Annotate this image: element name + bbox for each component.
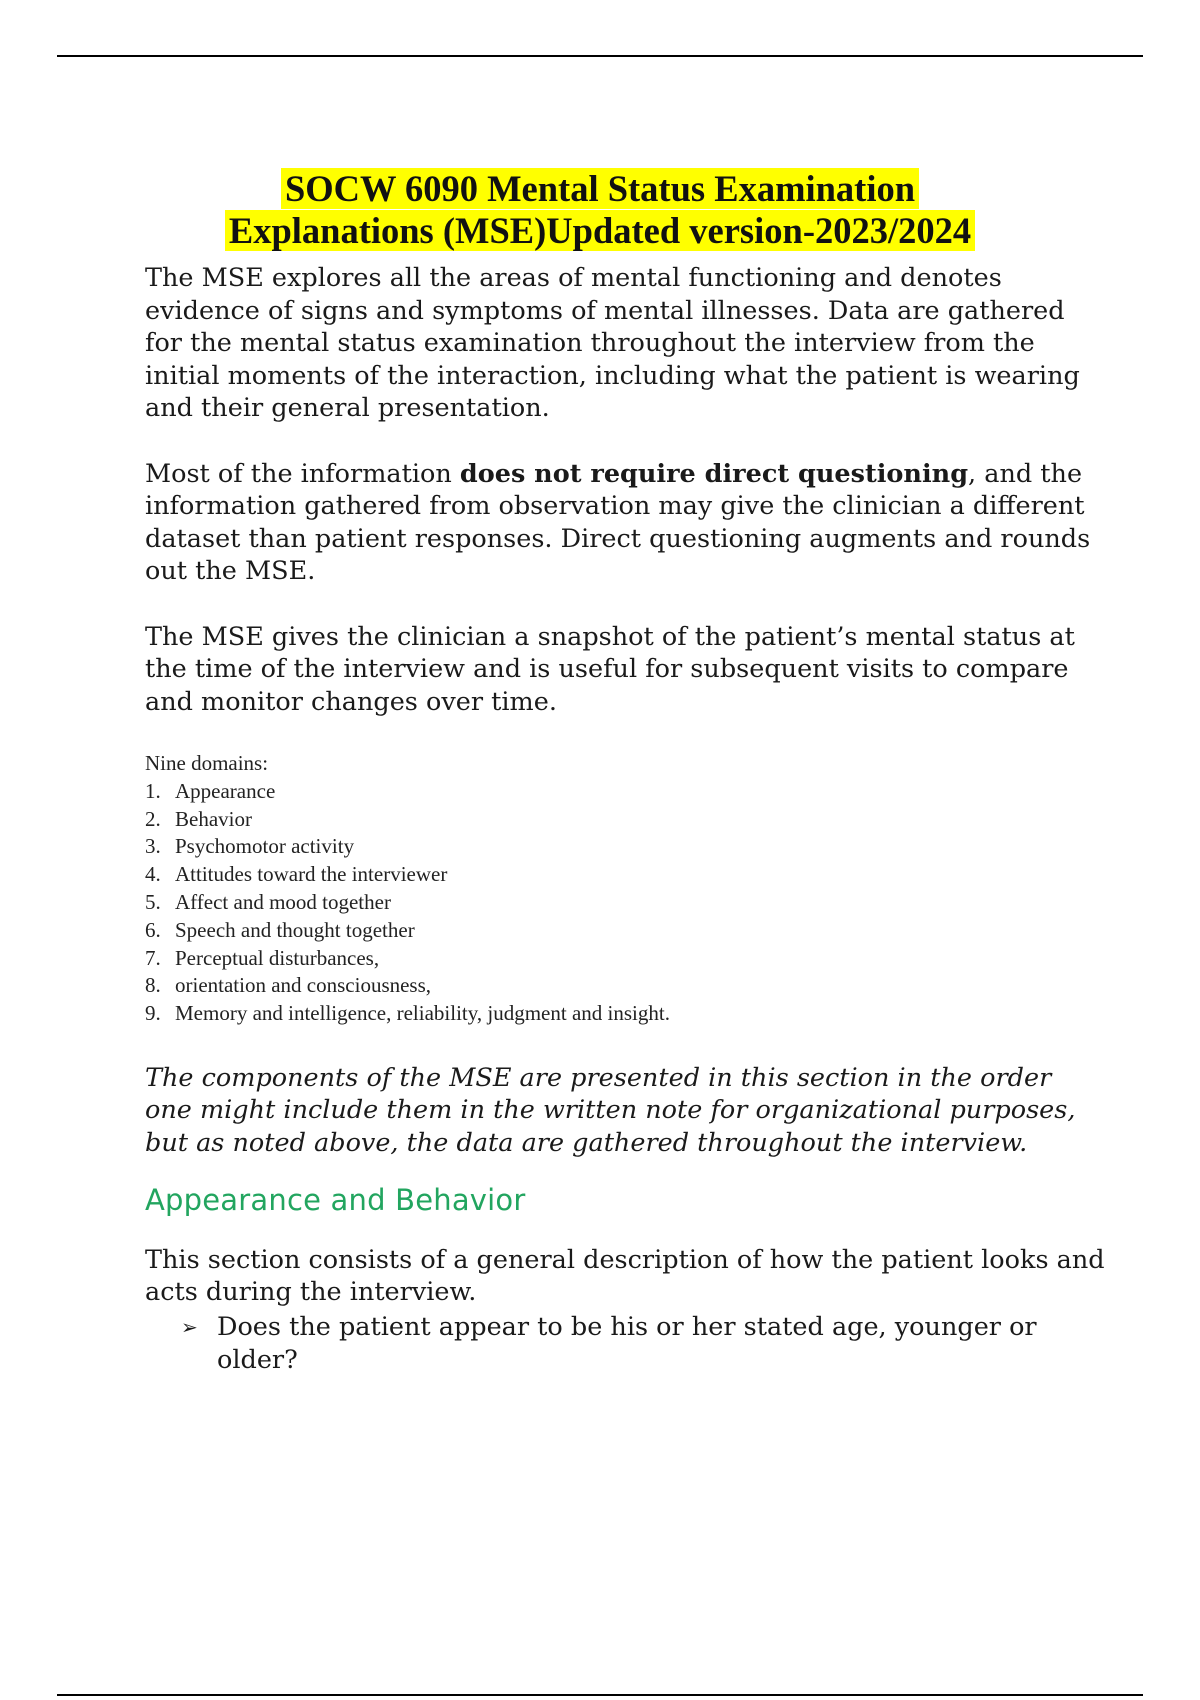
list-item-text: Perceptual disturbances, <box>175 945 380 970</box>
list-item <box>145 945 1105 973</box>
list-item <box>145 1000 1105 1028</box>
list-item <box>145 833 1105 861</box>
arrow-bullet-icon: ➢ <box>181 1314 198 1339</box>
list-item-number: 4. <box>145 862 161 887</box>
list-item <box>145 917 1105 945</box>
observation-bold-phrase: does not require direct questioning <box>459 458 969 489</box>
list-item-number: 2. <box>145 806 161 831</box>
list-item-number: 1. <box>145 778 161 803</box>
components-note: The components of the MSE are presented in this section in the order one might include them in the written note for organizational purposes, but as noted above, the data are gathered throughout the interview. <box>145 1062 1076 1158</box>
list-item <box>145 861 1105 889</box>
domains-heading: Nine domains: <box>145 751 269 775</box>
list-item-text: Affect and mood together <box>175 889 391 914</box>
title-line-1: SOCW 6090 Mental Status Examination <box>281 168 919 209</box>
observation-paragraph <box>145 458 1105 588</box>
bottom-rule <box>57 1694 1143 1696</box>
list-item-text: orientation and consciousness, <box>175 973 432 998</box>
list-item-text: Appearance <box>175 778 276 803</box>
intro-paragraph: The MSE explores all the areas of mental functioning and denotes evidence of signs and symptoms of mental illnesses. Data are gathered for the mental status examination throughout the interview from the initial moments of the interaction, including what the patient is wearing and their general presentation. <box>145 263 1080 423</box>
top-rule <box>57 55 1143 57</box>
observation-text-start: Most of the information <box>145 458 460 489</box>
list-item-text: Behavior <box>175 806 252 831</box>
bullet-item-text: Does the patient appear to be his or her stated age, younger or older? <box>217 1311 1037 1375</box>
observation-text-end: , and the information gathered from observation may give the clinician a different dataset than patient responses. Direct questioning augments and rounds out the MSE. <box>145 458 1091 586</box>
list-item-text: Memory and intelligence, reliability, judgment and insight. <box>175 1001 670 1026</box>
bullet-item <box>181 1311 1105 1377</box>
list-item-text: Speech and thought together <box>175 917 415 942</box>
section-heading-appearance: Appearance and Behavior <box>145 1183 526 1218</box>
list-item-number: 8. <box>145 973 161 998</box>
document-title <box>60 168 1140 252</box>
list-item <box>145 889 1105 917</box>
bullet-list <box>181 1311 1105 1377</box>
list-item-text: Attitudes toward the interviewer <box>175 862 448 887</box>
list-item <box>145 972 1105 1000</box>
list-item-number: 3. <box>145 834 161 859</box>
title-line-2: Explanations (MSE)Updated version-2023/2024 <box>225 210 975 251</box>
domains-section <box>145 750 1105 1028</box>
domains-list <box>145 778 1105 1028</box>
list-item-number: 5. <box>145 889 161 914</box>
snapshot-paragraph: The MSE gives the clinician a snapshot of the patient’s mental status at the time of the interview and is useful for subsequent visits to compare and monitor changes over time. <box>145 621 1075 717</box>
list-item-number: 6. <box>145 917 161 942</box>
list-item <box>145 806 1105 834</box>
section-paragraph: This section consists of a general description of how the patient looks and acts during the interview. <box>145 1244 1105 1308</box>
document-body <box>145 262 1105 1377</box>
list-item-text: Psychomotor activity <box>175 834 355 859</box>
list-item <box>145 778 1105 806</box>
list-item-number: 9. <box>145 1001 161 1026</box>
list-item-number: 7. <box>145 945 161 970</box>
